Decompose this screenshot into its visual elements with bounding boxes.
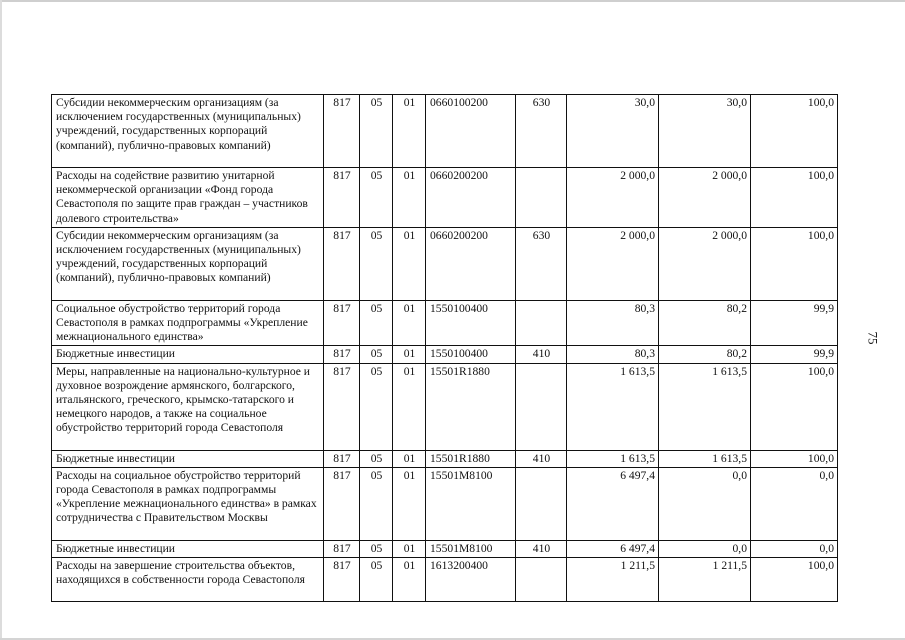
plan-amount: 30,0 xyxy=(567,95,659,168)
budget-table xyxy=(51,94,838,602)
actual-amount: 2 000,0 xyxy=(659,168,751,228)
table-row xyxy=(52,227,838,300)
actual-amount: 1 613,5 xyxy=(659,450,751,467)
expense-type xyxy=(516,300,567,346)
plan-amount: 80,3 xyxy=(567,346,659,363)
expense-type: 410 xyxy=(516,346,567,363)
admin-code: 817 xyxy=(324,168,360,228)
admin-code: 817 xyxy=(324,467,360,540)
actual-amount: 1 211,5 xyxy=(659,558,751,602)
target-article: 1550100400 xyxy=(426,346,516,363)
execution-percent: 100,0 xyxy=(751,168,838,228)
page-number: 75 xyxy=(865,331,881,345)
actual-amount: 0,0 xyxy=(659,540,751,557)
plan-amount: 6 497,4 xyxy=(567,540,659,557)
execution-percent: 100,0 xyxy=(751,558,838,602)
target-article: 15501M8100 xyxy=(426,467,516,540)
plan-amount: 1 613,5 xyxy=(567,450,659,467)
table-row xyxy=(52,467,838,540)
section-code: 05 xyxy=(360,450,393,467)
expense-name: Социальное обустройство территорий города Севастополя в рамках подпрограммы «Укрепление межнационального единства» xyxy=(52,300,324,346)
execution-percent: 100,0 xyxy=(751,227,838,300)
section-code: 05 xyxy=(360,467,393,540)
table-row xyxy=(52,346,838,363)
table-row xyxy=(52,300,838,346)
section-code: 05 xyxy=(360,558,393,602)
target-article: 0660200200 xyxy=(426,227,516,300)
execution-percent: 99,9 xyxy=(751,300,838,346)
expense-name: Бюджетные инвестиции xyxy=(52,450,324,467)
subsection-code: 01 xyxy=(393,450,426,467)
execution-percent: 100,0 xyxy=(751,95,838,168)
expense-type: 410 xyxy=(516,540,567,557)
target-article: 15501R1880 xyxy=(426,450,516,467)
section-code: 05 xyxy=(360,300,393,346)
subsection-code: 01 xyxy=(393,168,426,228)
section-code: 05 xyxy=(360,168,393,228)
expense-type: 630 xyxy=(516,227,567,300)
expense-type: 410 xyxy=(516,450,567,467)
admin-code: 817 xyxy=(324,95,360,168)
execution-percent: 100,0 xyxy=(751,363,838,450)
target-article: 15501R1880 xyxy=(426,363,516,450)
execution-percent: 100,0 xyxy=(751,450,838,467)
subsection-code: 01 xyxy=(393,540,426,557)
plan-amount: 6 497,4 xyxy=(567,467,659,540)
subsection-code: 01 xyxy=(393,300,426,346)
table-row xyxy=(52,450,838,467)
expense-name: Бюджетные инвестиции xyxy=(52,346,324,363)
admin-code: 817 xyxy=(324,363,360,450)
admin-code: 817 xyxy=(324,558,360,602)
subsection-code: 01 xyxy=(393,227,426,300)
admin-code: 817 xyxy=(324,346,360,363)
section-code: 05 xyxy=(360,540,393,557)
target-article: 15501M8100 xyxy=(426,540,516,557)
expense-name: Расходы на завершение строительства объектов, находящихся в собственности города Севастополя xyxy=(52,558,324,602)
actual-amount: 80,2 xyxy=(659,300,751,346)
table-row xyxy=(52,168,838,228)
expense-type xyxy=(516,168,567,228)
expense-type: 630 xyxy=(516,95,567,168)
execution-percent: 0,0 xyxy=(751,467,838,540)
expense-type xyxy=(516,558,567,602)
actual-amount: 0,0 xyxy=(659,467,751,540)
section-code: 05 xyxy=(360,95,393,168)
expense-name: Расходы на содействие развитию унитарной некоммерческой организации «Фонд города Севастополя по защите прав граждан – участников долевого строительства» xyxy=(52,168,324,228)
scan-edge-top xyxy=(0,0,905,2)
execution-percent: 99,9 xyxy=(751,346,838,363)
expense-type xyxy=(516,363,567,450)
plan-amount: 2 000,0 xyxy=(567,227,659,300)
actual-amount: 30,0 xyxy=(659,95,751,168)
section-code: 05 xyxy=(360,227,393,300)
actual-amount: 2 000,0 xyxy=(659,227,751,300)
actual-amount: 80,2 xyxy=(659,346,751,363)
execution-percent: 0,0 xyxy=(751,540,838,557)
plan-amount: 1 613,5 xyxy=(567,363,659,450)
table-row xyxy=(52,540,838,557)
scan-edge-left xyxy=(0,0,2,640)
target-article: 1613200400 xyxy=(426,558,516,602)
subsection-code: 01 xyxy=(393,95,426,168)
subsection-code: 01 xyxy=(393,363,426,450)
target-article: 1550100400 xyxy=(426,300,516,346)
table-row xyxy=(52,363,838,450)
section-code: 05 xyxy=(360,363,393,450)
target-article: 0660200200 xyxy=(426,168,516,228)
plan-amount: 2 000,0 xyxy=(567,168,659,228)
actual-amount: 1 613,5 xyxy=(659,363,751,450)
subsection-code: 01 xyxy=(393,467,426,540)
table-row xyxy=(52,558,838,602)
admin-code: 817 xyxy=(324,227,360,300)
subsection-code: 01 xyxy=(393,558,426,602)
admin-code: 817 xyxy=(324,450,360,467)
plan-amount: 1 211,5 xyxy=(567,558,659,602)
table-row xyxy=(52,95,838,168)
expense-name: Субсидии некоммерческим организациям (за исключением государственных (муниципальных) учреждений, государственных корпораций (компаний), публично-правовых компаний) xyxy=(52,95,324,168)
expense-type xyxy=(516,467,567,540)
admin-code: 817 xyxy=(324,300,360,346)
subsection-code: 01 xyxy=(393,346,426,363)
expense-name: Бюджетные инвестиции xyxy=(52,540,324,557)
expense-name: Субсидии некоммерческим организациям (за исключением государственных (муниципальных) учреждений, государственных корпораций (компаний), публично-правовых компаний) xyxy=(52,227,324,300)
expense-name: Расходы на социальное обустройство территорий города Севастополя в рамках подпрограммы «Укрепление межнационального единства» в рамках сотрудничества с Правительством Москвы xyxy=(52,467,324,540)
expense-name: Меры, направленные на национально-культурное и духовное возрождение армянского, болгарского, итальянского, греческого, крымско-татарского и немецкого народов, а также на социальное обустройство территорий города Севастополя xyxy=(52,363,324,450)
target-article: 0660100200 xyxy=(426,95,516,168)
admin-code: 817 xyxy=(324,540,360,557)
section-code: 05 xyxy=(360,346,393,363)
plan-amount: 80,3 xyxy=(567,300,659,346)
